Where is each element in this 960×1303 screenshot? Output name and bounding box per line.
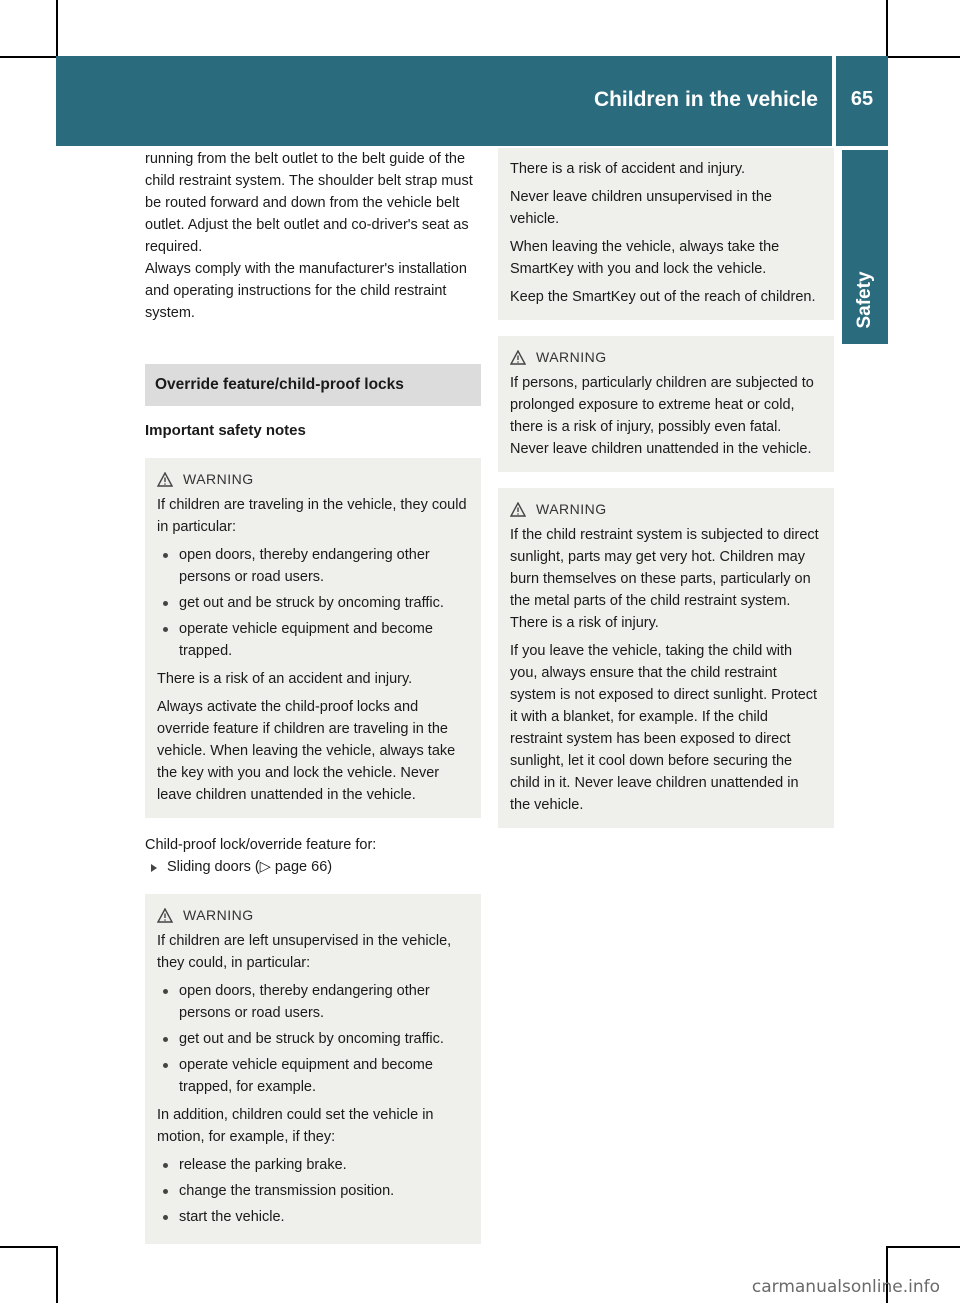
warning-text: Never leave children unsupervised in the vehicle. bbox=[510, 189, 772, 227]
warning-label: WARNING bbox=[536, 349, 607, 365]
list-item: get out and be struck by oncoming traffic. bbox=[157, 1028, 469, 1050]
list-item: open doors, thereby endangering other persons or road users. bbox=[157, 980, 469, 1024]
right-column bbox=[498, 148, 834, 844]
intro-paragraph: running from the belt outlet to the belt guide of the child restraint system. The shoulder belt strap must be routed forward and down from the vehicle belt outlet. Adjust the belt outlet and co-driver's seat as required. bbox=[145, 151, 473, 255]
watermark: carmanualsonline.info bbox=[751, 1277, 940, 1297]
list-item: open doors, thereby endangering other persons or road users. bbox=[157, 544, 469, 588]
list-item: operate vehicle equipment and become trapped, for example. bbox=[157, 1054, 469, 1098]
crop-mark bbox=[886, 0, 888, 56]
warning-triangle-icon bbox=[510, 350, 526, 365]
list-item: change the transmission position. bbox=[157, 1180, 469, 1202]
warning-bullets bbox=[157, 1154, 469, 1228]
crop-mark bbox=[888, 1246, 960, 1248]
warning-text: If persons, particularly children are subjected to prolonged exposure to extreme heat or cold, there is a risk of injury, possibly even fatal. Never leave children unattended in the vehicle. bbox=[510, 375, 814, 457]
list-item: operate vehicle equipment and become trapped. bbox=[157, 618, 469, 662]
warning-text: If children are traveling in the vehicle, they could in particular: bbox=[157, 497, 467, 535]
warning-text: There is a risk of an accident and injury. bbox=[157, 671, 413, 687]
warning-box bbox=[498, 488, 834, 828]
warning-box bbox=[498, 336, 834, 472]
subheading: Important safety notes bbox=[145, 422, 306, 439]
warning-triangle-icon bbox=[157, 472, 173, 487]
warning-header bbox=[510, 498, 822, 520]
left-column bbox=[145, 148, 481, 1260]
warning-text: If children are left unsupervised in the vehicle, they could, in particular: bbox=[157, 933, 452, 971]
warning-text: There is a risk of accident and injury. bbox=[510, 161, 746, 177]
page-reference-link[interactable]: Sliding doors (▷ page 66) bbox=[145, 856, 481, 878]
intro-paragraph: Always comply with the manufacturer's installation and operating instructions for the child restraint system. bbox=[145, 261, 467, 321]
warning-text: Always activate the child-proof locks and override feature if children are traveling in the vehicle. When leaving the vehicle, always take the key with you and lock the vehicle. Never leave children unattended in the vehicle. bbox=[157, 699, 456, 803]
warning-box bbox=[145, 894, 481, 1244]
warning-triangle-icon bbox=[157, 908, 173, 923]
crop-mark bbox=[56, 0, 58, 56]
warning-label: WARNING bbox=[183, 471, 254, 487]
warning-text: Keep the SmartKey out of the reach of children. bbox=[510, 289, 816, 305]
reference-list bbox=[145, 856, 481, 878]
list-item: release the parking brake. bbox=[157, 1154, 469, 1176]
crop-mark bbox=[888, 56, 960, 58]
crop-mark bbox=[0, 1246, 56, 1248]
warning-box-continued bbox=[498, 148, 834, 320]
warning-label: WARNING bbox=[536, 501, 607, 517]
list-item: get out and be struck by oncoming traffic. bbox=[157, 592, 469, 614]
warning-box bbox=[145, 458, 481, 818]
warning-header bbox=[157, 468, 469, 490]
page-number: 65 bbox=[850, 88, 874, 110]
warning-text: If the child restraint system is subjected to direct sunlight, parts may get very hot. Children may burn themselves on these parts, particularly on the metal parts of the child restraint system. There is a risk of injury. bbox=[510, 527, 819, 631]
crop-mark bbox=[56, 1246, 58, 1303]
body-text: Child-proof lock/override feature for: bbox=[145, 837, 377, 853]
warning-header bbox=[157, 904, 469, 926]
warning-header bbox=[510, 346, 822, 368]
warning-bullets bbox=[157, 980, 469, 1098]
section-heading: Override feature/child-proof locks bbox=[145, 364, 481, 406]
warning-bullets bbox=[157, 544, 469, 662]
page-title: Children in the vehicle bbox=[593, 88, 818, 111]
warning-text: In addition, children could set the vehicle in motion, for example, if they: bbox=[157, 1107, 434, 1145]
crop-mark bbox=[0, 56, 56, 58]
section-side-label: Safety bbox=[854, 271, 875, 329]
warning-label: WARNING bbox=[183, 907, 254, 923]
warning-text: When leaving the vehicle, always take the SmartKey with you and lock the vehicle. bbox=[510, 239, 780, 277]
warning-triangle-icon bbox=[510, 502, 526, 517]
warning-text: If you leave the vehicle, taking the child with you, always ensure that the child restraint system is not exposed to direct sunlight. Protect it with a blanket, for example. If the child restraint system has been exposed to direct sunlight, let it cool down before securing the child in it. Never leave children unattended in the vehicle. bbox=[510, 643, 818, 813]
list-item: start the vehicle. bbox=[157, 1206, 469, 1228]
